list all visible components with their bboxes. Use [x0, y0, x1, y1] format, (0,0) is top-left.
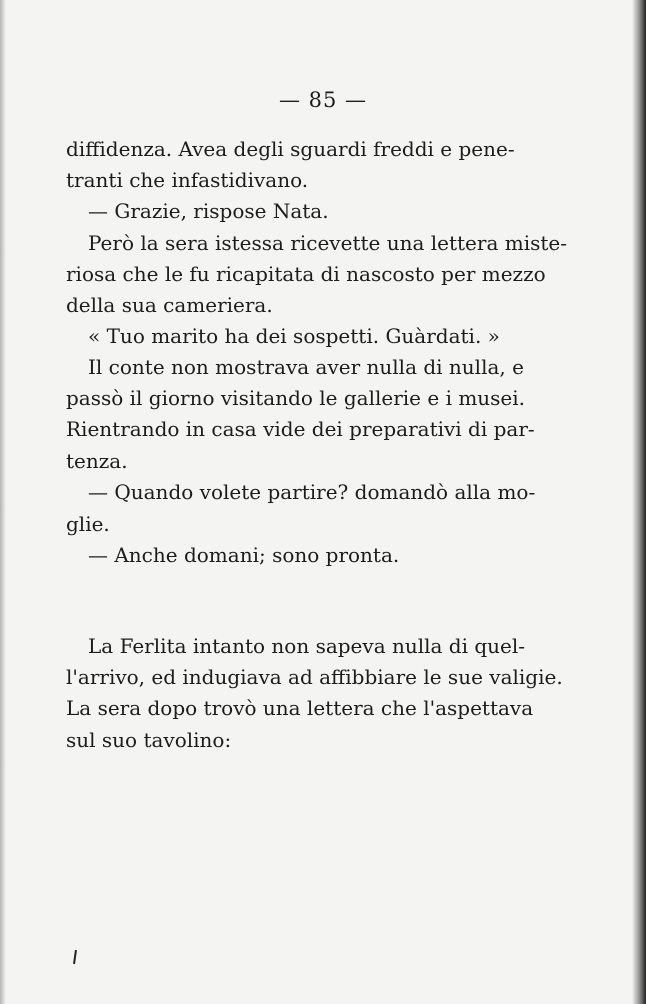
text-line: tranti che infastidivano.	[66, 168, 309, 192]
text-line: l'arrivo, ed indugiava ad affibbiare le sue valigie.	[66, 665, 563, 689]
text-line: La Ferlita intanto non sapeva nulla di quel-	[88, 634, 526, 658]
text-line: — Grazie, rispose Nata.	[88, 199, 329, 223]
text-line: « Tuo marito ha dei sospetti. Guàrdati. »	[88, 324, 500, 348]
page-left-edge	[0, 0, 6, 1004]
text-line: sul suo tavolino:	[66, 728, 232, 752]
text-line: riosa che le fu ricapitata di nascosto per mezzo	[66, 262, 546, 286]
ink-mark	[73, 950, 77, 964]
page-number: — 85 —	[278, 88, 368, 112]
text-line: diffidenza. Avea degli sguardi freddi e pene-	[66, 137, 515, 161]
text-line: della sua cameriera.	[66, 293, 273, 317]
text-line: passò il giorno visitando le gallerie e i musei.	[66, 386, 526, 410]
text-line: — Anche domani; sono pronta.	[88, 543, 400, 567]
text-line: glie.	[66, 512, 110, 536]
text-line: Però la sera istessa ricevette una lettera miste-	[88, 231, 567, 255]
text-line: — Quando volete partire? domandò alla mo-	[88, 480, 536, 504]
page-right-edge	[632, 0, 646, 1004]
text-line: Rientrando in casa vide dei preparativi di par-	[66, 417, 535, 441]
text-line: tenza.	[66, 449, 128, 473]
text-line: La sera dopo trovò una lettera che l'aspettava	[66, 696, 534, 720]
text-line: Il conte non mostrava aver nulla di nulla, e	[88, 355, 524, 379]
